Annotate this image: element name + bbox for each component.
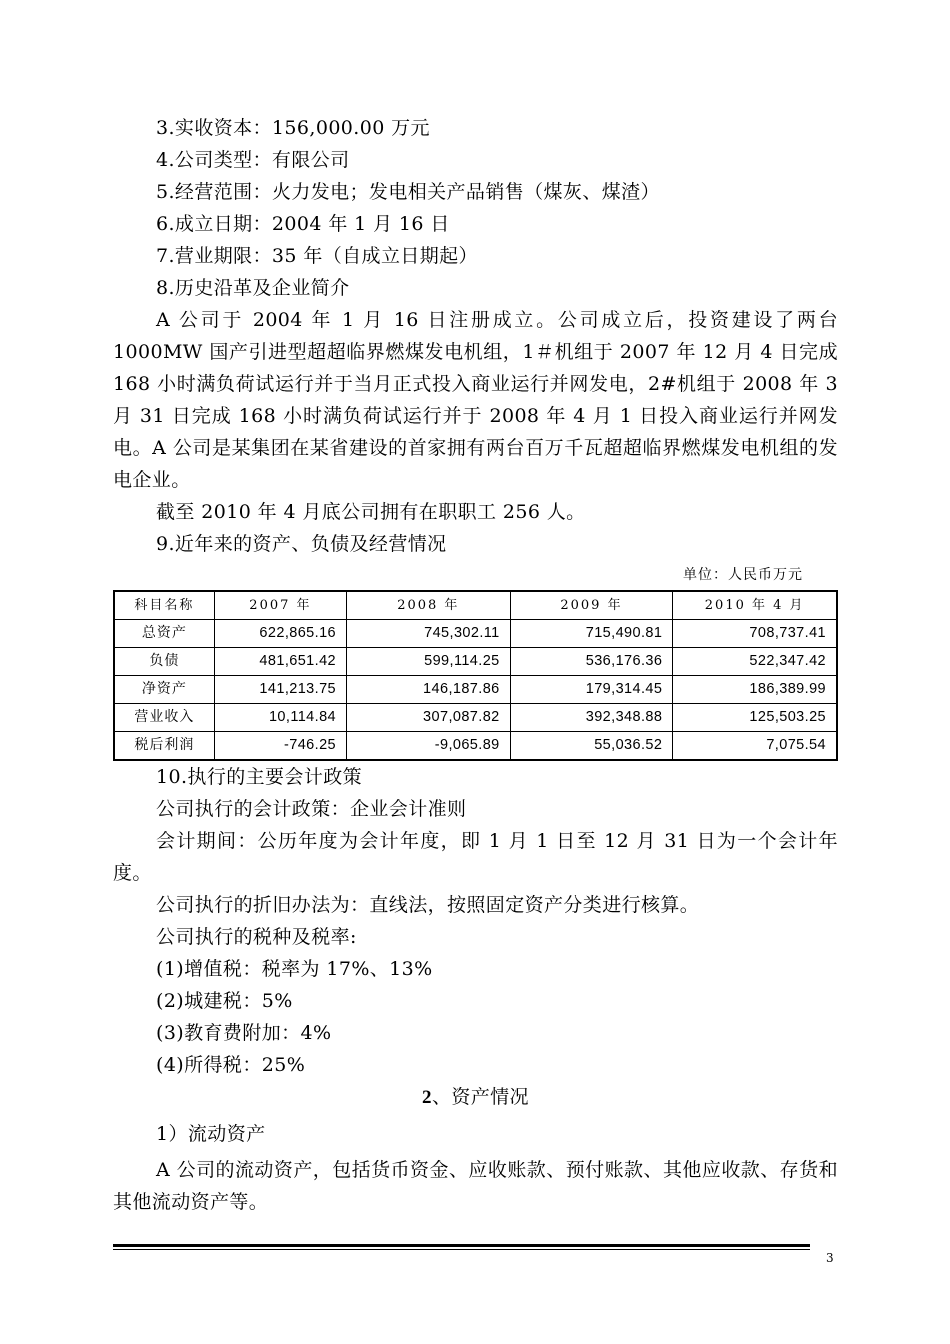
table-cell: 599,114.25 (347, 648, 511, 676)
business-scope-line: 5.经营范围：火力发电；发电相关产品销售（煤灰、煤渣） (156, 181, 660, 203)
section-title: 、资产情况 (431, 1086, 529, 1108)
current-assets-heading: 1）流动资产 (156, 1123, 266, 1145)
table-cell: 125,503.25 (673, 704, 837, 732)
footer-rule-thick (113, 1244, 810, 1247)
table-cell: 146,187.86 (347, 676, 511, 704)
table-cell: 622,865.16 (214, 620, 346, 648)
row-label: 净资产 (114, 676, 214, 704)
table-row (114, 676, 837, 704)
history-paragraph: A 公司于 2004 年 1 月 16 日注册成立。公司成立后，投资建设了两台 1000MW 国产引进型超超临界燃煤发电机组，1＃机组于 2007 年 12 月 4 日完成 168 小时满负荷试运行并于当月正式投入商业运行并网发电，2#机组于 2008 年 3 月 31 日完成 168 小时满负荷试运行并于 2008 年 4 月 1 日投入商业运行并网发电。A 公司是某集团在某省建设的首家拥有两台百万千瓦超超临界燃煤发电机组的发电企业。 (113, 309, 838, 491)
section-number: 2 (422, 1087, 432, 1108)
footer-rule-thin (113, 1249, 810, 1250)
row-label: 总资产 (114, 620, 214, 648)
accounting-period: 会计期间：公历年度为会计年度，即 1 月 1 日至 12 月 31 日为一个会计年度。 (113, 830, 838, 884)
row-label: 负债 (114, 648, 214, 676)
table-cell: -9,065.89 (347, 732, 511, 761)
current-assets-paragraph: A 公司的流动资产，包括货币资金、应收账款、预付账款、其他应收款、存货和其他流动资产等。 (113, 1159, 838, 1213)
company-type-line: 4.公司类型：有限公司 (156, 149, 350, 171)
header-2009: 2009 年 (510, 591, 673, 620)
table-cell: 715,490.81 (510, 620, 673, 648)
history-heading: 8.历史沿革及企业简介 (156, 277, 350, 299)
table-cell: 745,302.11 (347, 620, 511, 648)
tax-item-vat: (1)增值税：税率为 17%、13% (156, 958, 433, 980)
table-cell: 186,389.99 (673, 676, 837, 704)
table-cell: -746.25 (214, 732, 346, 761)
table-cell: 141,213.75 (214, 676, 346, 704)
row-label: 税后利润 (114, 732, 214, 761)
tax-item-urban: (2)城建税：5% (156, 990, 293, 1012)
table-header-row (114, 591, 837, 620)
capital-line: 3.实收资本：156,000.00 万元 (156, 117, 430, 139)
table-cell: 481,651.42 (214, 648, 346, 676)
header-2007: 2007 年 (214, 591, 346, 620)
business-term-line: 7.营业期限：35 年（自成立日期起） (156, 245, 478, 267)
policy-heading: 10.执行的主要会计政策 (156, 766, 363, 788)
section-heading-assets (113, 1081, 838, 1114)
depreciation-method: 公司执行的折旧办法为：直线法，按照固定资产分类进行核算。 (156, 894, 700, 916)
header-2008: 2008 年 (347, 591, 511, 620)
accounting-standard: 公司执行的会计政策：企业会计准则 (156, 798, 467, 820)
tax-heading: 公司执行的税种及税率: (156, 926, 357, 948)
table-row (114, 704, 837, 732)
table-cell: 708,737.41 (673, 620, 837, 648)
table-row (114, 648, 837, 676)
table-cell: 392,348.88 (510, 704, 673, 732)
table-cell: 179,314.45 (510, 676, 673, 704)
staff-paragraph: 截至 2010 年 4 月底公司拥有在职职工 256 人。 (156, 501, 586, 523)
row-label: 营业收入 (114, 704, 214, 732)
page-number: 3 (826, 1251, 834, 1265)
financial-table (113, 590, 838, 761)
page-content (113, 112, 838, 1218)
table-cell: 55,036.52 (510, 732, 673, 761)
table-cell: 307,087.82 (347, 704, 511, 732)
tax-item-income: (4)所得税：25% (156, 1054, 306, 1076)
table-cell: 10,114.84 (214, 704, 346, 732)
finance-heading: 9.近年来的资产、负债及经营情况 (156, 533, 447, 555)
founded-date-line: 6.成立日期：2004 年 1 月 16 日 (156, 213, 450, 235)
table-cell: 522,347.42 (673, 648, 837, 676)
header-2010-apr: 2010 年 4 月 (673, 591, 837, 620)
header-item-name: 科目名称 (114, 591, 214, 620)
tax-item-education: (3)教育费附加：4% (156, 1022, 332, 1044)
table-row (114, 620, 837, 648)
table-unit-label: 单位：人民币万元 (683, 567, 803, 583)
table-cell: 536,176.36 (510, 648, 673, 676)
table-row (114, 732, 837, 761)
table-cell: 7,075.54 (673, 732, 837, 761)
